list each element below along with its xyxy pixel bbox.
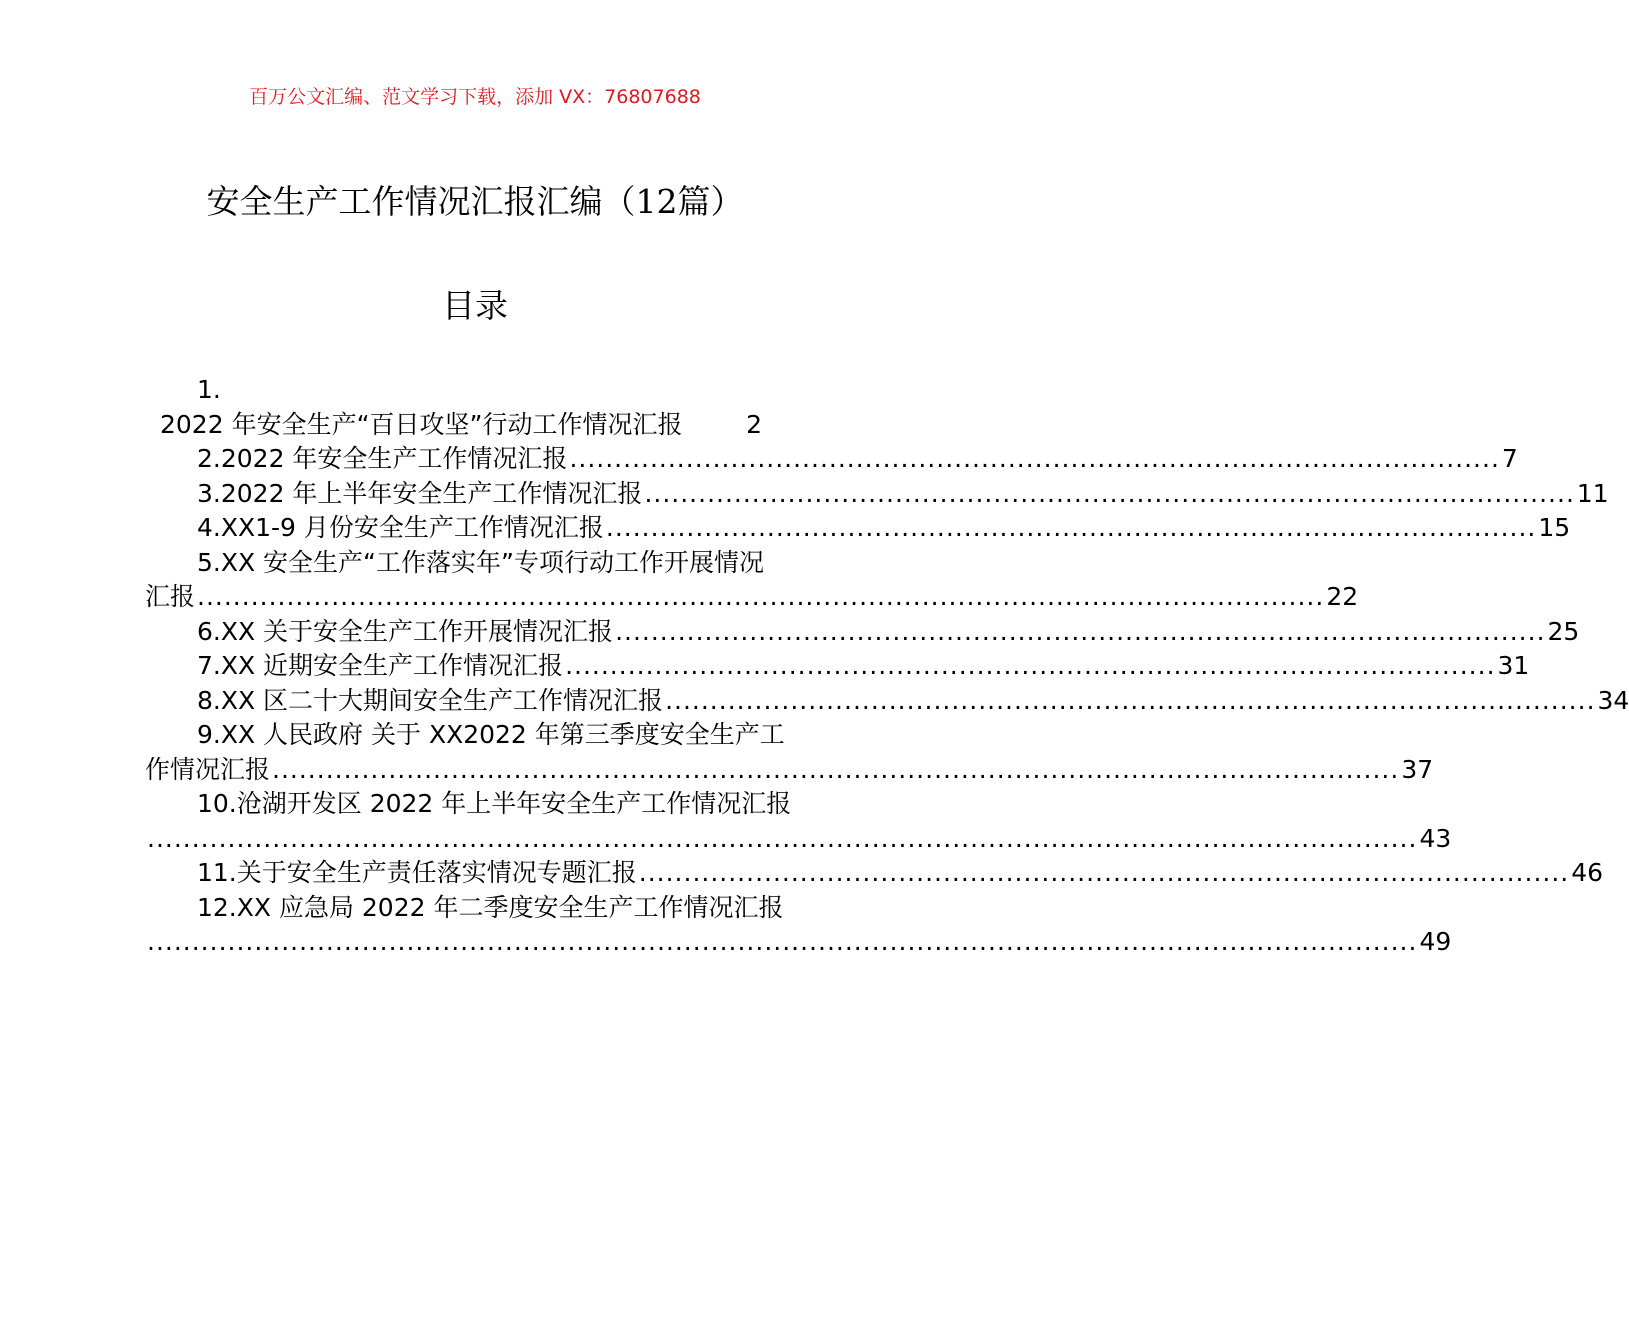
toc-leader-dots: ........................................................................................................ [605,513,1537,542]
toc-entry-title-line1: 5.XX 安全生产“工作落实年”专项行动工作开展情况 [197,547,764,577]
toc-entry-2[interactable] [0,442,1518,477]
toc-entry-5[interactable] [0,546,950,581]
toc-entry-8[interactable] [0,684,1629,719]
toc-entry-page: 46 [1571,858,1604,887]
toc-heading: 目录 [442,286,508,325]
toc-entry-10-cont[interactable] [0,822,1452,857]
toc-entry-11[interactable] [0,856,1604,891]
toc-entry-number: 1. [197,375,221,404]
toc-entry-12[interactable] [0,891,950,926]
toc-entry-title: 11.关于安全生产责任落实情况专题汇报 [197,858,637,887]
toc-leader-dots: ........................................................................................................ [569,444,1500,473]
toc-entry-title-line2: 作情况汇报 [145,754,271,784]
toc-entry-page: 7 [1501,444,1518,473]
toc-leader-dots: ........................................................................................................ [665,685,1596,715]
toc-entry-title: 4.XX1-9 月份安全生产工作情况汇报 [197,513,604,542]
toc-entry-title: 7.XX 近期安全生产工作情况汇报 [197,651,564,680]
toc-entry-title: 2022 年安全生产“百日攻坚”行动工作情况汇报 [160,409,683,439]
toc-entry-title-line1: 9.XX 人民政府 关于 XX2022 年第三季度安全生产工 [197,720,785,749]
toc-entry-7[interactable] [0,649,1530,684]
toc-entry-title: 3.2022 年上半年安全生产工作情况汇报 [197,478,643,508]
title-main: 安全生产工作情况汇报汇编（ [206,182,636,221]
toc-entry-page: 43 [1419,823,1452,853]
toc-entry-title-line2: 汇报 [145,582,196,611]
toc-entry-title-line1: 10.沧湖开发区 2022 年上半年安全生产工作情况汇报 [197,789,792,818]
toc-leader-dots: ........................................................................................................ [638,858,1570,887]
toc-entry-page: 25 [1547,616,1580,646]
document-title [0,178,950,226]
toc-entry-title: 6.XX 关于安全生产工作开展情况汇报 [197,616,614,646]
toc-entry-5-cont[interactable] [0,580,1359,615]
toc-entry-page: 31 [1497,651,1530,680]
toc-leader-dots: .............................................................................................................................................. [147,927,1418,956]
toc-entry-4[interactable] [0,511,1571,546]
toc-leader-dots: .............................................................................................................................. [197,582,1325,611]
title-suffix: 篇） [677,182,744,221]
toc-entry-page: 2 [746,409,762,439]
toc-entry-9-cont[interactable] [0,753,1434,788]
toc-leader-dots: .............................................................................................................................. [272,754,1400,784]
toc-leader-dots: .............................................................................................................................................. [147,823,1418,853]
toc-entry-title-line1: 12.XX 应急局 2022 年二季度安全生产工作情况汇报 [197,892,784,922]
title-count: 12 [635,182,678,221]
toc-entry-page: 34 [1597,685,1629,715]
toc-leader-dots: ........................................................................................................ [565,651,1496,680]
toc-entry-1[interactable] [0,373,950,408]
toc-entry-page: 22 [1326,582,1359,611]
toc-entry-page: 15 [1538,513,1571,542]
toc-entry-10[interactable] [0,787,950,822]
toc-entry-1-title-line[interactable] [0,408,950,443]
toc-entry-page: 37 [1401,754,1434,784]
toc-entry-page: 49 [1419,927,1452,956]
toc-entry-9[interactable] [0,718,950,753]
toc-entry-3[interactable] [0,477,1609,512]
toc-entry-6[interactable] [0,615,1580,650]
toc-entry-title: 2.2022 年安全生产工作情况汇报 [197,444,568,473]
toc-entry-12-cont[interactable] [0,925,1452,960]
promo-banner: 百万公文汇编、范文学习下载，添加 VX：76807688 [249,86,701,108]
toc-entry-title: 8.XX 区二十大期间安全生产工作情况汇报 [197,685,664,715]
toc-leader-dots: ........................................................................................................ [615,616,1546,646]
table-of-contents [0,373,1629,960]
toc-leader-dots: ........................................................................................................ [644,478,1575,508]
toc-entry-page: 11 [1576,478,1609,508]
